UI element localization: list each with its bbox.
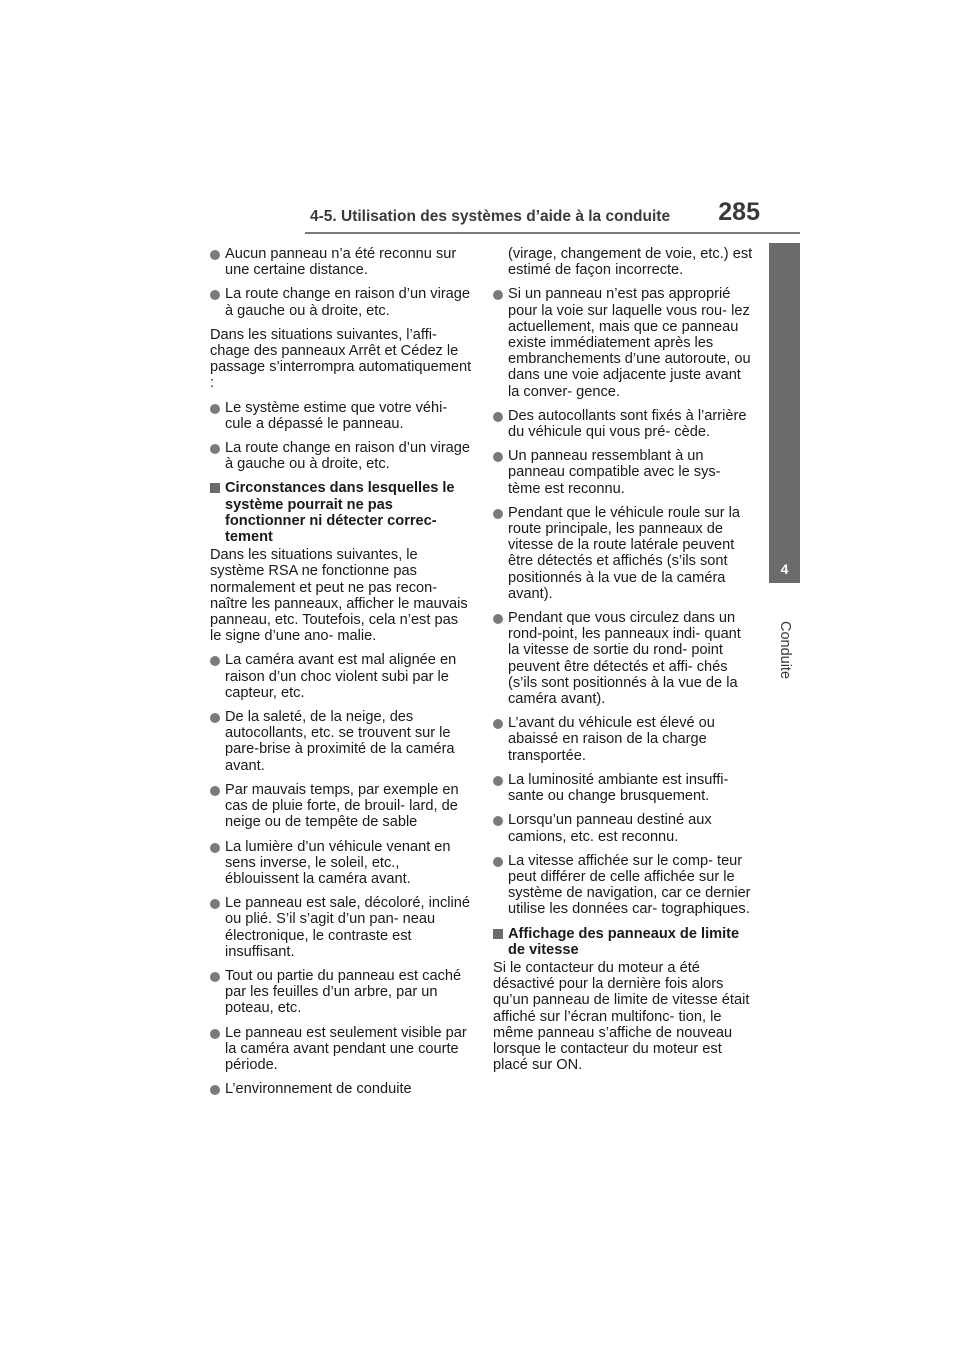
list-item: Lorsqu’un panneau destiné aux camions, etc. est reconnu.	[493, 812, 755, 844]
continued-text: (virage, changement de voie, etc.) est estimé de façon incorrecte.	[508, 246, 753, 279]
list-item: La vitesse affichée sur le comp- teur peut différer de celle affichée sur le système de navigation, car ce dernier utilise les données car- tographiques.	[493, 853, 755, 918]
list-item: Aucun panneau n’a été reconnu sur une certaine distance.	[210, 246, 472, 278]
list-item: La caméra avant est mal alignée en raison d’un choc violent subi par le capteur, etc.	[210, 652, 472, 701]
list-item: Le panneau est seulement visible par la caméra avant pendant une courte période.	[210, 1025, 472, 1074]
list-item: Le système estime que votre véhi- cule a dépassé le panneau.	[210, 400, 472, 432]
paragraph: Dans les situations suivantes, le système RSA ne fonctionne pas normalement et peut ne pas recon- naître les panneaux, afficher le mauvais panneau, etc. Toutefois, cela n’est pas le signe d’une ano- malie.	[210, 547, 468, 645]
list-item: La route change en raison d’un virage à gauche ou à droite, etc.	[210, 286, 472, 318]
page-number: 285	[718, 198, 760, 226]
bullet-dot-icon	[493, 719, 503, 729]
bullet-dot-icon	[493, 776, 503, 786]
list-item: Par mauvais temps, par exemple en cas de pluie forte, de brouil- lard, de neige ou de tempête de sable	[210, 782, 472, 831]
chapter-tab	[769, 243, 800, 583]
list-item: Tout ou partie du panneau est caché par les feuilles d’un arbre, par un poteau, etc.	[210, 968, 472, 1017]
list-item: La luminosité ambiante est insuffi- sante ou change brusquement.	[493, 772, 755, 804]
bullet-dot-icon	[210, 1029, 220, 1039]
bullet-dot-icon	[210, 404, 220, 414]
bullet-dot-icon	[210, 843, 220, 853]
list-item: Si un panneau n’est pas approprié pour la voie sur laquelle vous rou- lez actuellement, mais que ce panneau existe immédiatement après les embranchements d’une autoroute, ou dans une voie adjacente juste avant la conver- gence.	[493, 286, 755, 399]
bullet-dot-icon	[210, 290, 220, 300]
list-item: Un panneau ressemblant à un panneau compatible avec le sys- tème est reconnu.	[493, 448, 755, 497]
list-item: Des autocollants sont fixés à l’arrière du véhicule qui vous pré- cède.	[493, 408, 755, 440]
list-item: Le panneau est sale, décoloré, incliné ou plié. S’il s’agit d’un pan- neau électronique, le contraste est insuffisant.	[210, 895, 472, 960]
heading-square-icon	[493, 929, 503, 939]
chapter-label: Conduite	[777, 620, 793, 680]
bullet-dot-icon	[210, 1085, 220, 1095]
bullet-dot-icon	[210, 656, 220, 666]
list-item: De la saleté, de la neige, des autocollants, etc. se trouvent sur le pare-brise à proximité de la caméra avant.	[210, 709, 472, 774]
bullet-dot-icon	[493, 816, 503, 826]
bullet-dot-icon	[210, 713, 220, 723]
paragraph: Dans les situations suivantes, l’affi- chage des panneaux Arrêt et Cédez le passage s’interrompra automatiquement :	[210, 326, 472, 392]
bullet-dot-icon	[210, 899, 220, 909]
bullet-dot-icon	[493, 412, 503, 422]
bullet-dot-icon	[210, 444, 220, 454]
right-column	[493, 246, 755, 1081]
chapter-number: 4	[780, 561, 789, 577]
bullet-dot-icon	[493, 857, 503, 867]
section-heading: Circonstances dans lesquelles le système pourrait ne pas fonctionner ni détecter correc- tement	[210, 480, 472, 545]
list-item: Pendant que le véhicule roule sur la route principale, les panneaux de vitesse de la route latérale peuvent être détectés et affichés (s’ils sont positionnés à la vue de la caméra avant).	[493, 505, 755, 602]
list-item: La lumière d’un véhicule venant en sens inverse, le soleil, etc., éblouissent la caméra avant.	[210, 839, 472, 888]
bullet-dot-icon	[493, 509, 503, 519]
bullet-dot-icon	[493, 452, 503, 462]
list-item: La route change en raison d’un virage à gauche ou à droite, etc.	[210, 440, 472, 472]
page-header	[310, 200, 760, 230]
bullet-dot-icon	[210, 250, 220, 260]
paragraph: Si le contacteur du moteur a été désactivé pour la dernière fois alors qu’un panneau de limite de vitesse était affiché sur l’écran multifonc- tion, le même panneau s’affiche de nouveau lorsque le contacteur du moteur est placé sur ON.	[493, 959, 750, 1074]
header-divider	[305, 232, 800, 234]
bullet-dot-icon	[210, 972, 220, 982]
list-item: Pendant que vous circulez dans un rond-point, les panneaux indi- quant la vitesse de sortie du rond- point peuvent être détectés et affi- chés (s’ils sont positionnés à la vue de la caméra avant).	[493, 610, 755, 707]
bullet-dot-icon	[493, 290, 503, 300]
chapter-label-container	[760, 620, 810, 680]
list-item: L’environnement de conduite	[210, 1081, 472, 1097]
left-column	[210, 246, 472, 1105]
section-heading: Affichage des panneaux de limite de vitesse	[493, 926, 755, 958]
list-item: L’avant du véhicule est élevé ou abaissé en raison de la charge transportée.	[493, 715, 755, 764]
section-title: 4-5. Utilisation des systèmes d’aide à la conduite	[310, 208, 671, 225]
bullet-dot-icon	[210, 786, 220, 796]
heading-square-icon	[210, 483, 220, 493]
bullet-dot-icon	[493, 614, 503, 624]
